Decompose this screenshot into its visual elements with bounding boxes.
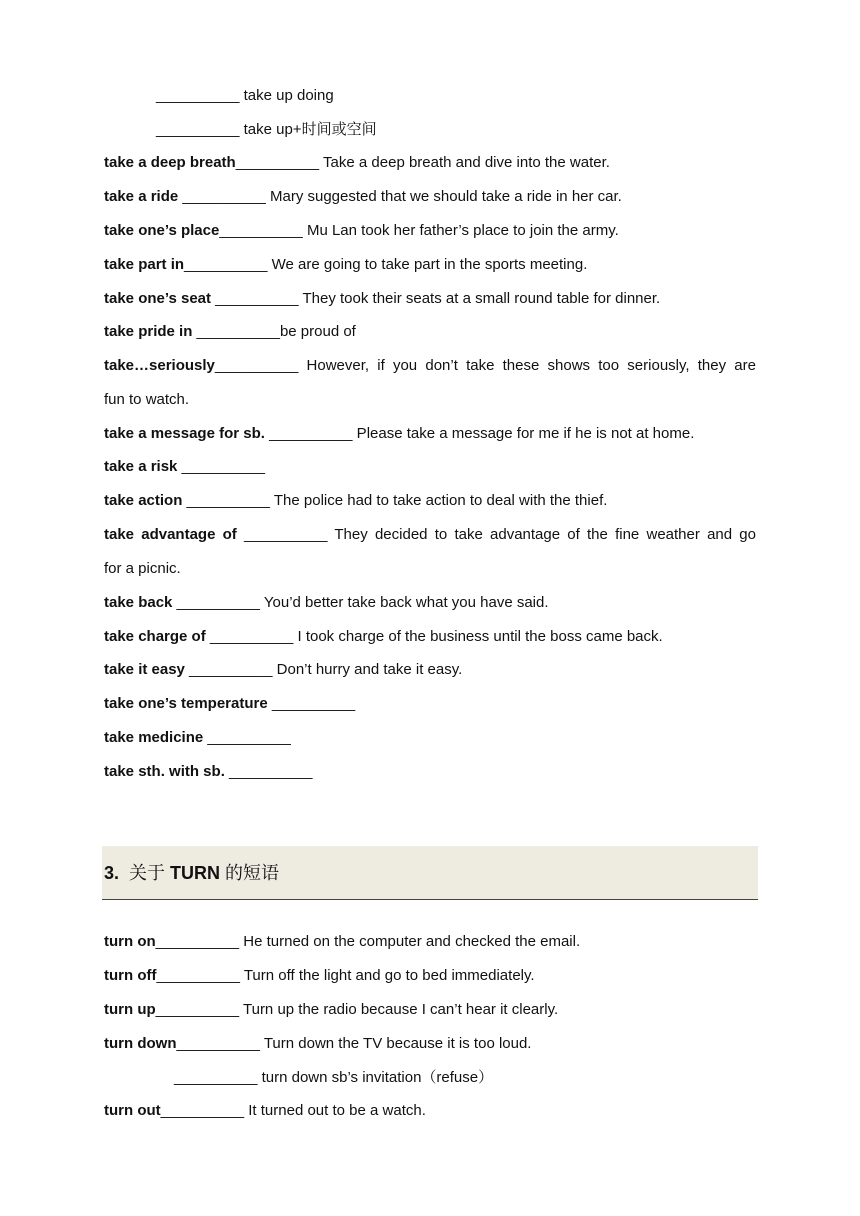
take-up-time-space-line [156, 120, 756, 140]
answer-blank: __________ [267, 695, 356, 712]
phrase-line [104, 221, 756, 241]
phrase-line [104, 1000, 756, 1020]
phrase-text: take up doing [239, 87, 334, 104]
turn-down-refuse-line [174, 1068, 756, 1088]
phrase-term: take a message for sb. [104, 425, 265, 442]
example-sentence: be proud of [279, 323, 356, 340]
example-sentence: The police had to take action to deal with the thief. [269, 492, 608, 509]
answer-blank: __________ [156, 87, 240, 104]
take-up-doing-line [156, 86, 756, 106]
example-sentence: Mu Lan took her father’s place to join the army. [302, 222, 619, 239]
phrase-line [104, 289, 756, 309]
example-sentence: We are going to take part in the sports meeting. [267, 256, 588, 273]
example-sentence: Turn up the radio because I can’t hear it clearly. [239, 1001, 559, 1018]
answer-blank: __________ [160, 1102, 245, 1119]
example-sentence: Turn down the TV because it is too loud. [259, 1035, 532, 1052]
answer-blank: __________ [174, 1069, 258, 1086]
answer-blank: __________ [156, 967, 240, 984]
answer-blank: __________ [172, 594, 260, 611]
section-prefix: 关于 [129, 863, 171, 883]
answer-blank: __________ [205, 628, 294, 645]
phrase-line [104, 593, 756, 613]
phrase-term: take sth. with sb. [104, 763, 225, 780]
phrase-term: turn out [104, 1102, 161, 1119]
answer-blank: __________ [184, 661, 273, 678]
answer-blank: __________ [176, 1035, 260, 1052]
answer-blank: __________ [178, 188, 266, 205]
example-sentence: Mary suggested that we should take a ride in her car. [265, 188, 622, 205]
example-sentence: You’d better take back what you have said. [259, 594, 549, 611]
phrase-text: turn down sb’s invitation（refuse） [257, 1069, 494, 1086]
phrase-line [104, 322, 756, 342]
example-sentence: They took their seats at a small round table for dinner. [298, 290, 661, 307]
phrase-term: take a risk [104, 458, 178, 475]
example-continuation: for a picnic. [104, 560, 181, 577]
phrase-term: take…seriously [104, 357, 215, 374]
example-sentence: Please take a message for me if he is not at home. [352, 425, 695, 442]
phrase-line [104, 627, 756, 647]
answer-blank: __________ [156, 121, 240, 138]
answer-blank: __________ [211, 290, 299, 307]
example-sentence: I took charge of the business until the boss came back. [293, 628, 663, 645]
phrase-line [104, 694, 756, 714]
section-keyword: TURN [170, 863, 221, 883]
phrase-term: take back [104, 594, 173, 611]
answer-blank: __________ [182, 492, 270, 509]
example-sentence: He turned on the computer and checked the email. [239, 933, 581, 950]
answer-blank: __________ [184, 256, 268, 273]
answer-blank: __________ [155, 933, 240, 950]
phrase-line [104, 153, 756, 173]
phrase-term: turn off [104, 967, 157, 984]
phrase-text: take up+时间或空间 [239, 121, 377, 138]
example-sentence: Don’t hurry and take it easy. [272, 661, 463, 678]
phrase-term: take a ride [104, 188, 179, 205]
phrase-line [104, 424, 756, 444]
answer-blank: __________ [214, 357, 299, 374]
answer-blank: __________ [264, 425, 353, 442]
phrase-term: take it easy [104, 661, 185, 678]
phrase-line [104, 491, 756, 511]
answer-blank: __________ [219, 222, 303, 239]
answer-blank: __________ [177, 458, 265, 475]
phrase-term: turn down [104, 1035, 177, 1052]
phrase-line [104, 660, 756, 680]
example-sentence: Turn off the light and go to bed immediately. [239, 967, 535, 984]
example-sentence: However, if you don’t take these shows too seriously, they are [298, 357, 756, 374]
phrase-term: take pride in [104, 323, 193, 340]
phrase-line [104, 966, 756, 986]
answer-blank: __________ [192, 323, 280, 340]
phrase-term: take one’s place [104, 222, 220, 239]
phrase-term: take part in [104, 256, 185, 273]
phrase-line [104, 1034, 756, 1054]
phrase-line [104, 932, 756, 952]
section-title [104, 862, 279, 884]
section-number: 3. [104, 863, 120, 883]
phrase-term: take advantage of [104, 526, 237, 543]
phrase-term: take one’s seat [104, 290, 211, 307]
answer-blank: __________ [235, 154, 320, 171]
phrase-term: turn on [104, 933, 156, 950]
phrase-line [104, 356, 756, 376]
section-heading-turn [102, 846, 758, 900]
example-sentence: It turned out to be a watch. [244, 1102, 426, 1119]
phrase-line [104, 1101, 756, 1121]
phrase-term: take medicine [104, 729, 204, 746]
phrase-term: take one’s temperature [104, 695, 268, 712]
phrase-term: take a deep breath [104, 154, 236, 171]
example-continuation: fun to watch. [104, 391, 190, 408]
phrase-term: turn up [104, 1001, 156, 1018]
answer-blank: __________ [203, 729, 291, 746]
answer-blank: __________ [155, 1001, 240, 1018]
answer-blank: __________ [224, 763, 313, 780]
phrase-line [104, 728, 756, 748]
phrase-line [104, 457, 756, 477]
answer-blank: __________ [236, 526, 328, 543]
phrase-term: take charge of [104, 628, 206, 645]
example-sentence: Take a deep breath and dive into the water. [319, 154, 610, 171]
phrase-line [104, 187, 756, 207]
phrase-line [104, 255, 756, 275]
example-sentence: They decided to take advantage of the fine weather and go [327, 526, 756, 543]
phrase-line [104, 762, 756, 782]
phrase-term: take action [104, 492, 183, 509]
phrase-line [104, 525, 756, 545]
section-suffix: 的短语 [220, 863, 280, 883]
